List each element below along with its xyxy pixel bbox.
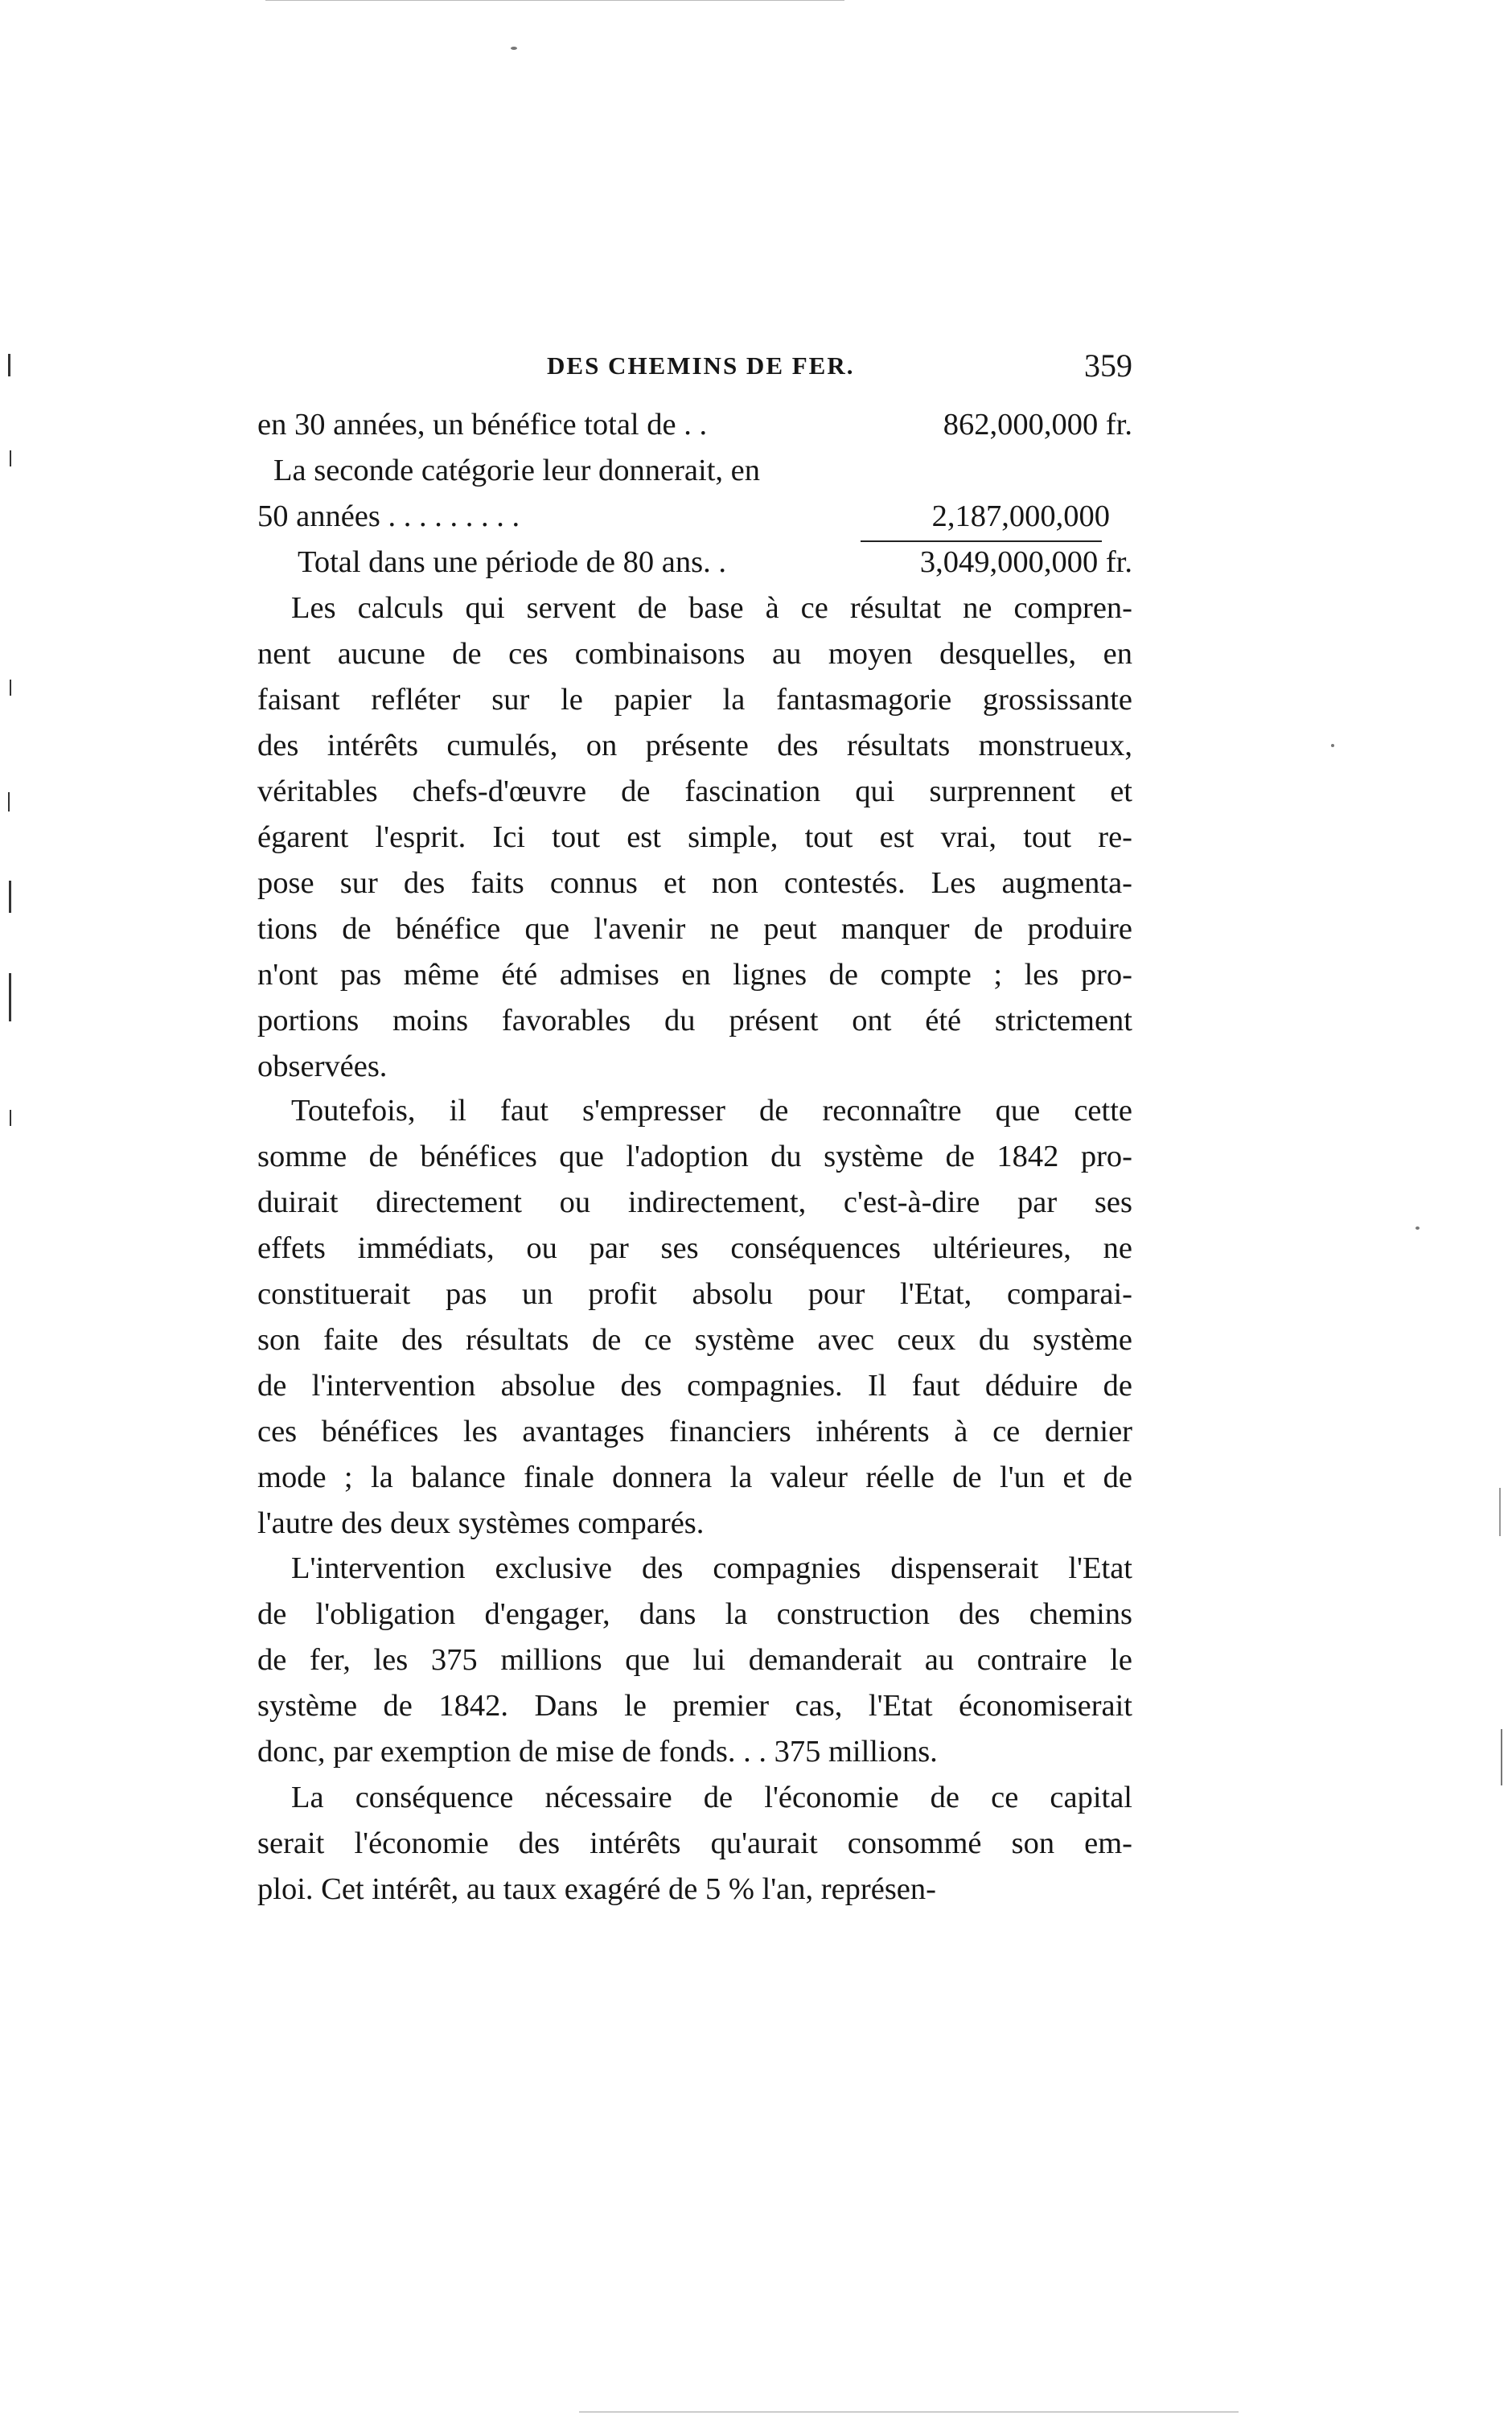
total-rule [861,540,1102,542]
text-line: système de 1842. Dans le premier cas, l'Etat économiserait [257,1689,1132,1723]
summary-row-2-label-b: 50 années . . . . . . . . . [257,499,520,533]
scan-margin-mark [8,354,10,376]
text-line: observées. [257,1050,388,1083]
revenue-summary [257,406,1132,591]
text-line: de l'obligation d'engager, dans la construction des chemins [257,1597,1132,1631]
text-line: de fer, les 375 millions que lui demanderait au contraire le [257,1643,1132,1677]
summary-row-1 [257,406,1132,443]
text-line: duirait directement ou indirectement, c'est-à-dire par ses [257,1185,1132,1219]
text-line: somme de bénéfices que l'adoption du système de 1842 pro- [257,1140,1132,1173]
text-line: n'ont pas même été admises en lignes de compte ; les pro- [257,958,1132,992]
summary-row-2 [257,498,1132,535]
paragraph-1 [257,590,1132,1094]
text-line: La conséquence nécessaire de l'économie de ce capital [291,1781,1132,1814]
page-number: 359 [1084,347,1132,384]
text-line: serait l'économie des intérêts qu'aurait consommé son em- [257,1826,1132,1860]
scan-speck [1331,744,1334,747]
scan-margin-mark [8,792,10,811]
text-line: ces bénéfices les avantages financiers inhérents à ce dernier [257,1415,1132,1448]
scan-margin-mark [10,680,11,696]
text-line: de l'intervention absolue des compagnies. Il faut déduire de [257,1369,1132,1403]
scan-edge-line [579,2411,1239,2413]
text-line: Les calculs qui servent de base à ce résultat ne compren- [291,591,1132,625]
text-line: Toutefois, il faut s'empresser de reconnaître que cette [291,1094,1132,1128]
scan-edge-line [265,0,844,1]
page-header [257,342,1132,390]
summary-total-amount: 3,049,000,000 fr. [919,545,1132,579]
text-line: donc, par exemption de mise de fonds. . . 375 millions. [257,1735,938,1769]
text-line: portions moins favorables du présent ont été strictement [257,1004,1132,1037]
text-line: des intérêts cumulés, on présente des résultats monstrueux, [257,729,1132,762]
text-line: son faite des résultats de ce système avec ceux du système [257,1323,1132,1357]
summary-row-2-label-a: La seconde catégorie leur donnerait, en [273,454,761,487]
paragraph-2 [257,1092,1132,1551]
text-line: mode ; la balance finale donnera la valeur réelle de l'un et de [257,1461,1132,1494]
paragraph-4 [257,1779,1132,1917]
text-line: véritables chefs-d'œuvre de fascination qui surprennent et [257,774,1132,808]
scan-margin-mark [1499,1488,1501,1536]
paragraph-3 [257,1550,1132,1779]
scan-margin-mark [9,973,11,1021]
scan-margin-mark [1501,1729,1502,1785]
text-line: pose sur des faits connus et non contestés. Les augmenta- [257,866,1132,900]
scan-margin-mark [10,450,11,466]
summary-row-2-amount: 2,187,000,000 [931,499,1110,533]
scan-speck [1415,1226,1420,1230]
summary-total-label: Total dans une période de 80 ans. . [298,545,726,579]
scan-speck [511,47,517,50]
summary-row-1-amount: 862,000,000 fr. [943,408,1132,442]
text-line: ploi. Cet intérêt, au taux exagéré de 5 % l'an, représen- [257,1872,936,1906]
summary-total [257,544,1132,581]
text-line: tions de bénéfice que l'avenir ne peut manquer de produire [257,912,1132,946]
text-line: égarent l'esprit. Ici tout est simple, tout est vrai, tout re- [257,820,1132,854]
scan-margin-mark [9,881,11,913]
text-line: faisant refléter sur le papier la fantasmagorie grossissante [257,683,1132,717]
text-line: nent aucune de ces combinaisons au moyen desquelles, en [257,637,1132,671]
summary-row-1-label: en 30 années, un bénéfice total de . . [257,408,708,442]
scan-margin-mark [10,1110,11,1126]
text-line: constituerait pas un profit absolu pour l'Etat, comparai- [257,1277,1132,1311]
text-line: l'autre des deux systèmes comparés. [257,1506,705,1540]
running-head: DES CHEMINS DE FER. [547,351,855,380]
text-line: L'intervention exclusive des compagnies dispenserait l'Etat [291,1551,1132,1585]
text-line: effets immédiats, ou par ses conséquences ultérieures, ne [257,1231,1132,1265]
